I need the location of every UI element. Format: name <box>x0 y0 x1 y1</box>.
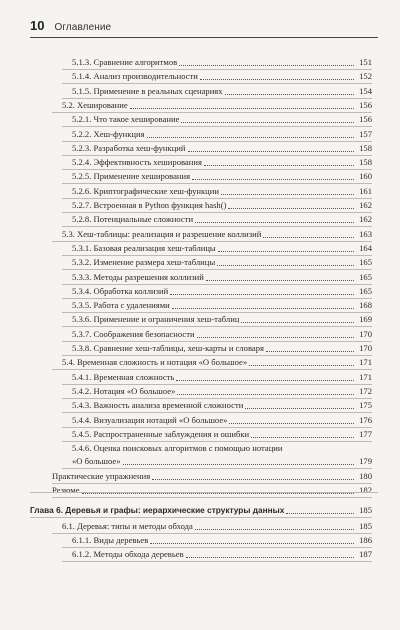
separator-line <box>52 483 372 484</box>
entry-page-number: 158 <box>359 142 372 153</box>
toc-entry <box>52 482 372 496</box>
toc-entry <box>72 168 372 182</box>
entry-page-number: 175 <box>359 400 372 411</box>
separator-line <box>52 369 372 370</box>
separator-line <box>62 312 372 313</box>
entry-page-number: 165 <box>359 285 372 296</box>
dot-leader <box>130 107 354 109</box>
dot-leader <box>204 164 354 166</box>
separator-line <box>62 255 372 256</box>
separator-line <box>62 326 372 327</box>
entry-label: 5.2.1. Что такое хеширование <box>72 114 180 125</box>
separator-line <box>62 561 372 562</box>
dot-leader <box>186 556 354 558</box>
entry-page-number: 176 <box>359 414 372 425</box>
toc-entry <box>62 226 372 240</box>
entry-label: 5.4.6. Оценка поисковых алгоритмов с помощью нотации <box>72 443 283 454</box>
toc-entry <box>72 426 372 440</box>
entry-page-number: 169 <box>359 314 372 325</box>
toc-entry <box>72 326 372 340</box>
dot-leader <box>245 407 354 409</box>
entry-label-continuation: «О большое» <box>72 456 121 467</box>
entry-label: 5.3.4. Обработка коллизий <box>72 285 169 296</box>
toc-entry <box>72 197 372 211</box>
chapter-heading <box>30 502 372 516</box>
separator-line <box>62 298 372 299</box>
separator-line <box>62 98 372 99</box>
toc-entry <box>52 468 372 482</box>
dot-leader <box>177 393 354 395</box>
entry-page-number: 168 <box>359 300 372 311</box>
toc-entry-continuation <box>72 453 372 467</box>
toc-entry <box>72 111 372 125</box>
separator-line <box>62 169 372 170</box>
toc-entry <box>72 440 372 454</box>
toc-entry <box>72 68 372 82</box>
toc-entry <box>72 126 372 140</box>
entry-page-number: 158 <box>359 157 372 168</box>
toc-entry <box>72 546 372 560</box>
entry-label: 6.1.2. Методы обхода деревьев <box>72 549 184 560</box>
entry-page-number: 165 <box>359 271 372 282</box>
entry-page-number: 179 <box>359 456 372 467</box>
entry-label: 5.3.3. Методы разрешения коллизий <box>72 271 204 282</box>
separator-line <box>62 226 372 227</box>
separator-line <box>30 517 372 518</box>
entry-page-number: 157 <box>359 128 372 139</box>
entry-label: 5.4.2. Нотация «О большое» <box>72 385 176 396</box>
entry-label: Глава 6. Деревья и графы: иерархические структуры данных <box>30 505 285 516</box>
entry-page-number: 163 <box>359 228 372 239</box>
dot-leader <box>176 379 354 381</box>
toc-entry <box>72 254 372 268</box>
toc-entry <box>72 154 372 168</box>
toc-entry <box>72 54 372 68</box>
toc-entry <box>72 311 372 325</box>
separator-line <box>62 83 372 84</box>
entry-label: 5.3. Хеш-таблицы: реализация и разрешение коллизий <box>62 228 262 239</box>
entry-page-number: 171 <box>359 357 372 368</box>
dot-leader <box>217 264 354 266</box>
dot-leader <box>225 93 354 95</box>
dot-leader <box>206 279 354 281</box>
separator-line <box>62 398 372 399</box>
entry-label: 5.4.5. Распространенные заблуждения и ошибки <box>72 428 250 439</box>
entry-page-number: 165 <box>359 257 372 268</box>
separator-line <box>62 468 372 469</box>
toc-entry <box>72 412 372 426</box>
entry-label: 5.2.4. Эффективность хеширования <box>72 157 202 168</box>
entry-label: Резюме <box>52 485 80 495</box>
toc-entry <box>72 369 372 383</box>
dot-leader <box>188 150 354 152</box>
dot-leader <box>263 236 354 238</box>
entry-page-number: 156 <box>359 99 372 110</box>
entry-page-number: 152 <box>359 71 372 82</box>
entry-page-number: 180 <box>359 470 372 481</box>
toc-entry <box>72 183 372 197</box>
entry-page-number: 177 <box>359 428 372 439</box>
dot-leader <box>195 221 354 223</box>
dot-leader <box>221 193 354 195</box>
dot-leader <box>123 463 354 465</box>
separator-line <box>52 497 372 498</box>
entry-page-number: 185 <box>359 505 372 516</box>
entry-page-number: 185 <box>359 520 372 531</box>
entry-label: 5.4.1. Временная сложность <box>72 371 175 382</box>
separator-line <box>62 427 372 428</box>
toc-entry <box>72 83 372 97</box>
dot-leader <box>228 207 354 209</box>
entry-label: 5.2. Хеширование <box>62 99 128 110</box>
entry-label: 5.2.5. Применение хеширования <box>72 171 191 182</box>
entry-label: 5.2.8. Потенциальные сложности <box>72 214 194 225</box>
entry-page-number: 171 <box>359 371 372 382</box>
dot-leader <box>200 78 354 80</box>
entry-label: 5.2.3. Разработка хеш-функций <box>72 142 186 153</box>
toc-entry <box>72 397 372 411</box>
dot-leader <box>181 121 354 123</box>
separator-line <box>62 141 372 142</box>
separator-line <box>62 155 372 156</box>
separator-line <box>62 355 372 356</box>
separator-line <box>62 126 372 127</box>
dot-leader <box>172 307 354 309</box>
entry-page-number: 182 <box>359 485 372 495</box>
entry-label: 5.3.8. Сравнение хеш-таблицы, хеш-карты и словаря <box>72 343 264 353</box>
entry-page-number: 186 <box>359 534 372 545</box>
page-number: 10 <box>30 18 45 33</box>
dot-leader <box>170 293 354 295</box>
entry-label: 5.4.3. Важность анализа временной сложности <box>72 400 244 411</box>
toc-entry <box>72 340 372 354</box>
separator-line <box>62 69 372 70</box>
toc-entry <box>72 240 372 254</box>
entry-label: 5.1.5. Применение в реальных сценариях <box>72 85 223 96</box>
entry-page-number: 151 <box>359 57 372 67</box>
toc-entry <box>72 532 372 546</box>
separator-line <box>62 412 372 413</box>
entry-label: 5.3.2. Изменение размера хеш-таблицы <box>72 257 216 268</box>
dot-leader <box>266 350 354 352</box>
entry-page-number: 164 <box>359 242 372 253</box>
entry-label: 5.2.6. Криптографические хеш-функции <box>72 185 219 196</box>
separator-line <box>62 183 372 184</box>
toc-entry <box>62 354 372 368</box>
separator-line <box>62 441 372 442</box>
entry-label: 5.1.4. Анализ производительности <box>72 71 198 82</box>
separator-line <box>62 269 372 270</box>
entry-label: 5.3.1. Базовая реализация хеш-таблицы <box>72 242 216 253</box>
dot-leader <box>197 336 354 338</box>
entry-page-number: 161 <box>359 185 372 196</box>
entry-page-number: 170 <box>359 328 372 339</box>
separator-line <box>52 533 372 534</box>
entry-page-number: 156 <box>359 114 372 125</box>
entry-page-number: 154 <box>359 85 372 96</box>
entry-label: 5.3.5. Работа с удалениями <box>72 300 170 311</box>
separator-line <box>62 198 372 199</box>
separator-line <box>62 212 372 213</box>
entry-label: 5.2.2. Хеш-функция <box>72 128 145 139</box>
entry-label: 5.1.3. Сравнение алгоритмов <box>72 57 178 67</box>
dot-leader <box>150 542 354 544</box>
entry-label: 6.1. Деревья: типы и методы обхода <box>62 520 193 531</box>
entry-page-number: 160 <box>359 171 372 182</box>
dot-leader <box>286 512 354 514</box>
toc-entry <box>72 140 372 154</box>
entry-label: 5.4. Временная сложность и нотация «О большое» <box>62 357 248 368</box>
separator-line <box>62 384 372 385</box>
entry-label: 6.1.1. Виды деревьев <box>72 534 149 545</box>
dot-leader <box>179 64 354 66</box>
entry-page-number: 162 <box>359 200 372 210</box>
entry-page-number: 172 <box>359 385 372 396</box>
toc-entry <box>72 269 372 283</box>
dot-leader <box>152 478 354 480</box>
toc-entry <box>72 283 372 297</box>
entry-page-number: 170 <box>359 343 372 353</box>
dot-leader <box>218 250 354 252</box>
entry-label: 5.4.4. Визуализация нотаций «О большое» <box>72 414 228 425</box>
dot-leader <box>192 178 354 180</box>
dot-leader <box>241 321 354 323</box>
entry-label: 5.3.7. Соображения безопасности <box>72 328 195 339</box>
separator-line <box>62 341 372 342</box>
entry-page-number: 187 <box>359 549 372 560</box>
entry-label: Практические упражнения <box>52 470 151 481</box>
toc-entry <box>72 211 372 225</box>
dot-leader <box>229 422 354 424</box>
separator-line <box>52 112 372 113</box>
dot-leader <box>195 528 354 530</box>
entry-page-number: 162 <box>359 214 372 225</box>
toc-entry <box>72 383 372 397</box>
running-title: Оглавление <box>54 22 112 33</box>
dot-leader <box>249 364 354 366</box>
toc-entry <box>62 518 372 532</box>
separator-line <box>62 284 372 285</box>
separator-line <box>62 547 372 548</box>
separator-line <box>30 492 378 493</box>
toc-entry <box>72 297 372 311</box>
toc-entry <box>62 97 372 111</box>
entry-label: 5.3.6. Применение и ограничения хеш-таблиц <box>72 314 240 325</box>
entry-label: 5.2.7. Встроенная в Python функция hash() <box>72 200 227 210</box>
dot-leader <box>147 136 354 138</box>
separator-line <box>52 241 372 242</box>
dot-leader <box>251 436 354 438</box>
